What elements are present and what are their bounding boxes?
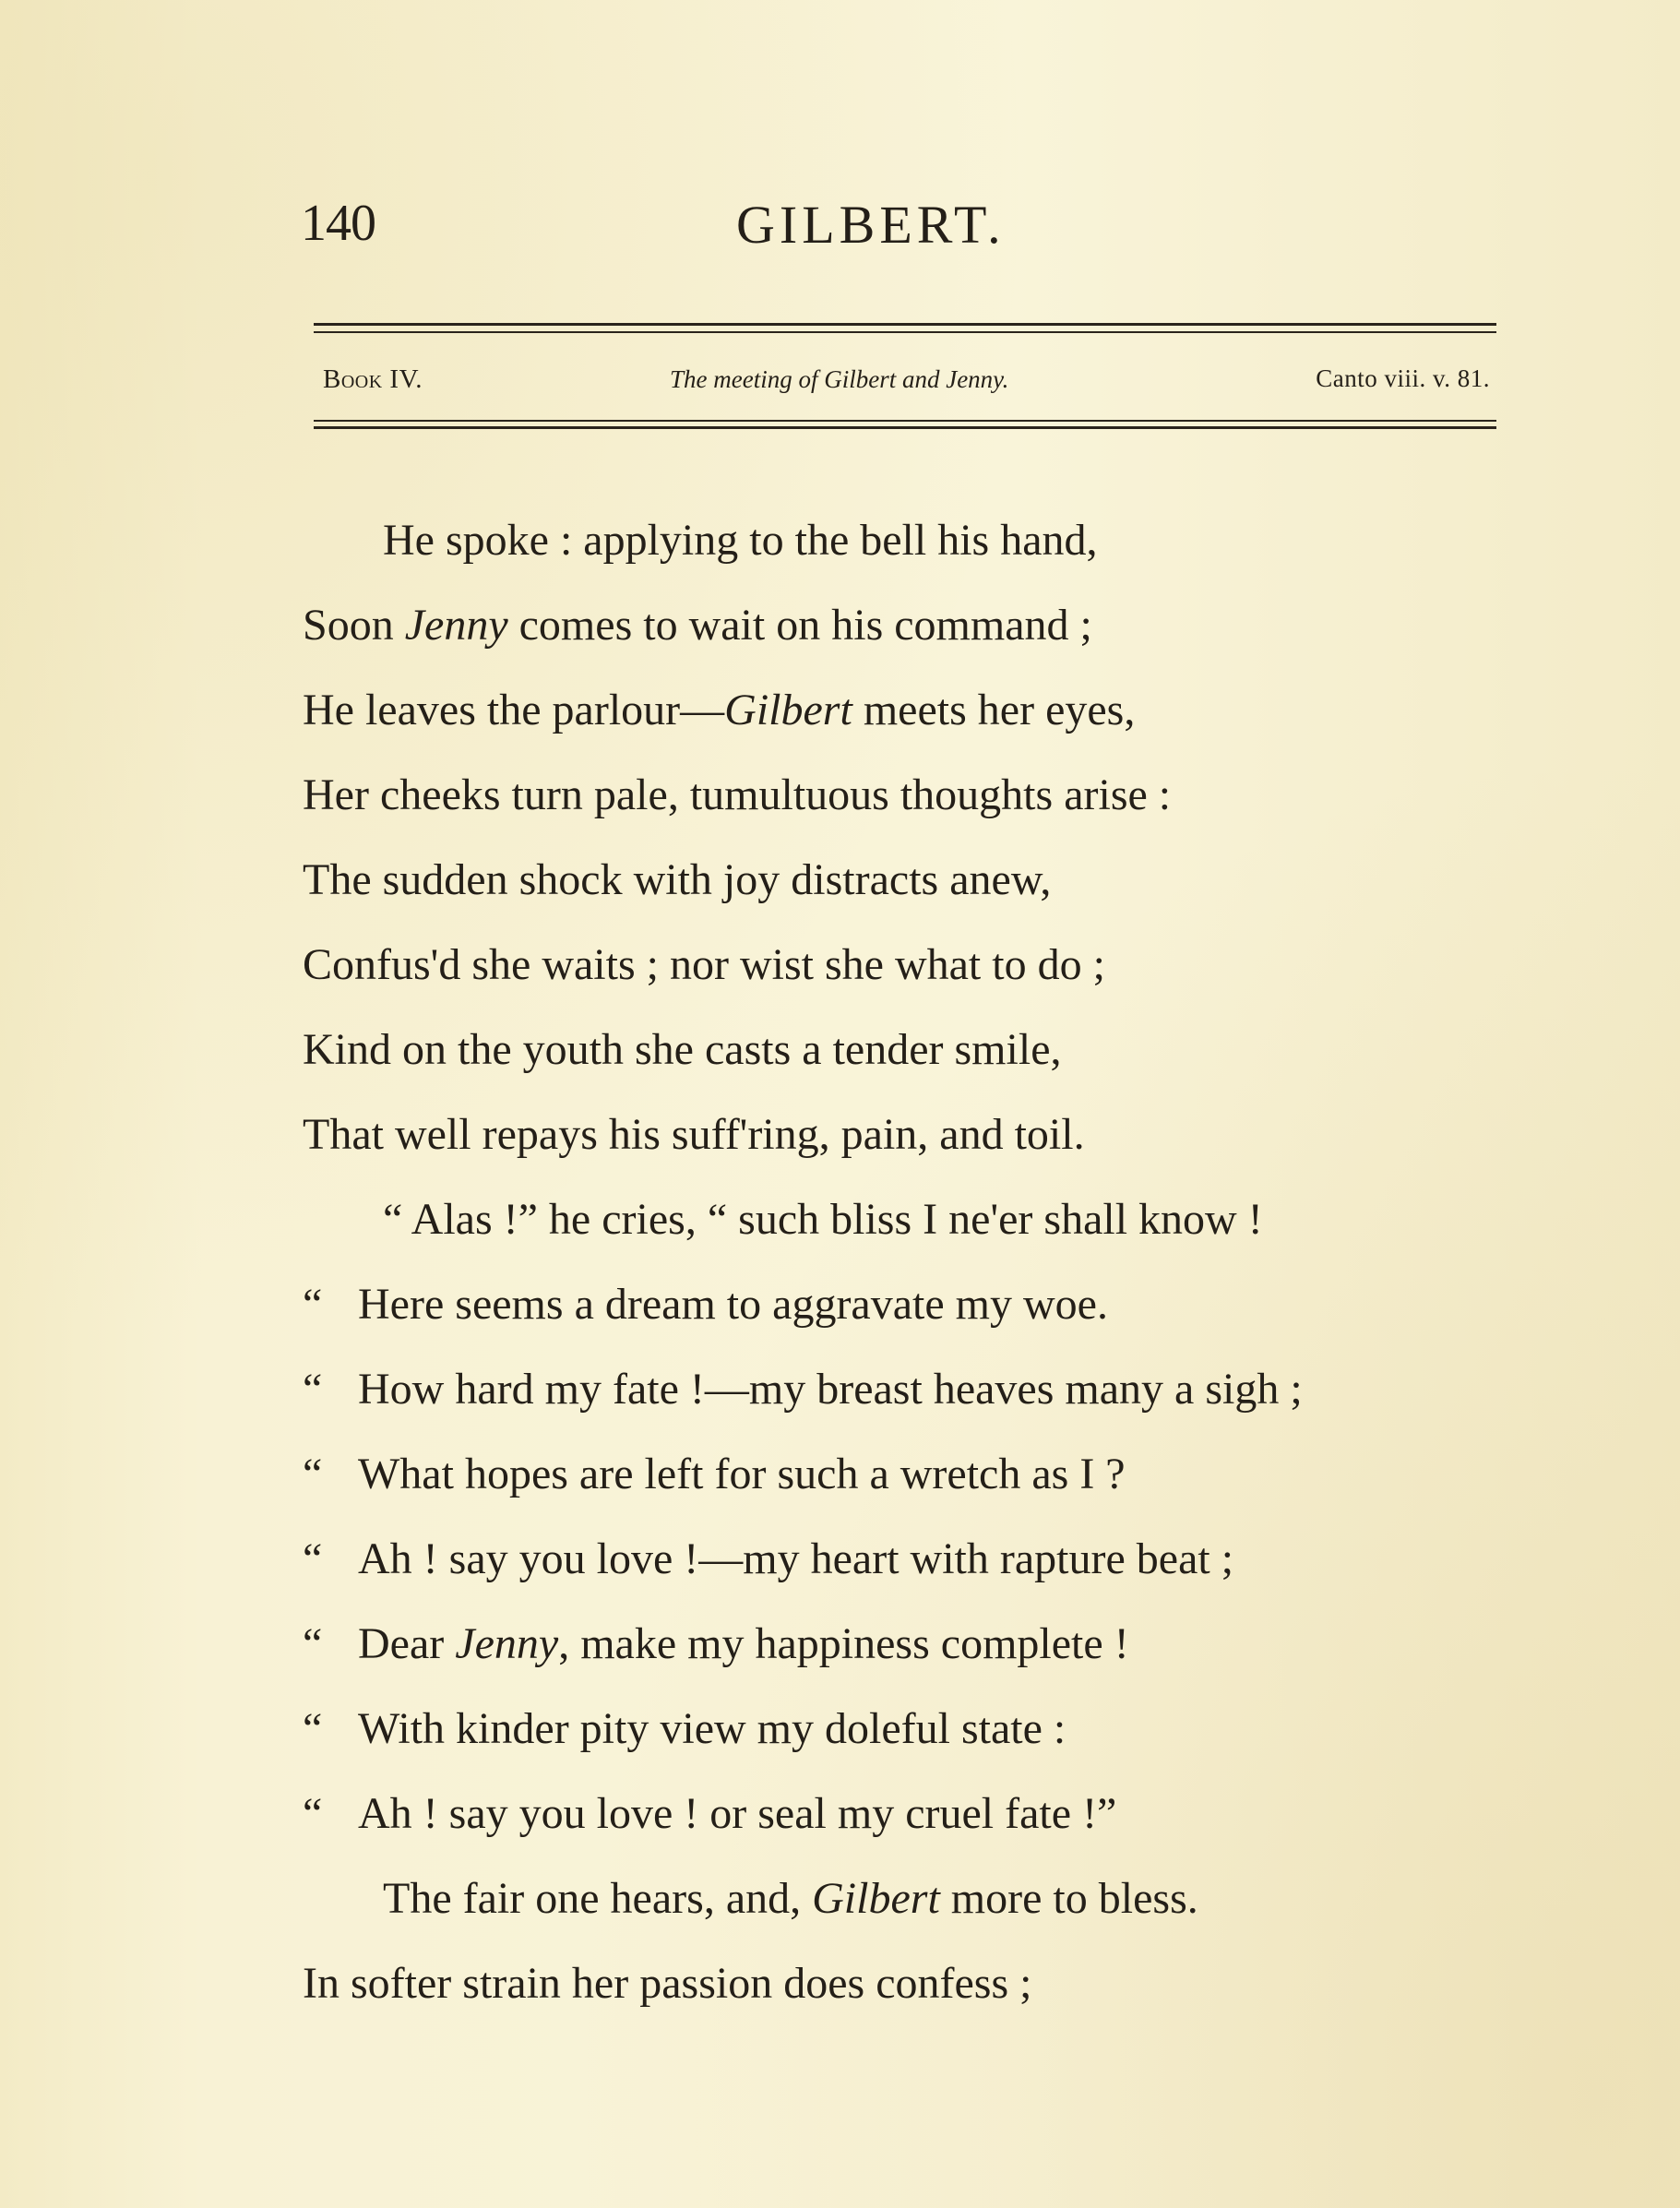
verse-line: The fair one hears, and, Gilbert more to bless. [383, 1874, 1198, 1923]
poem-text [303, 498, 1520, 2026]
open-quote: “ [303, 1534, 323, 1583]
section-headline [323, 364, 1490, 401]
verse-line: “ Alas !” he cries, “ such bliss I ne'er shall know ! [383, 1195, 1263, 1244]
verse-line: Soon Jenny comes to wait on his command ; [303, 601, 1092, 650]
verse-line: Confus'd she waits ; nor wist she what to do ; [303, 940, 1105, 989]
headline-canto: Canto viii. v. 81. [1316, 364, 1490, 392]
verse-line: “ What hopes are left for such a wretch as I ? [303, 1432, 1520, 1517]
verse-line: Her cheeks turn pale, tumultuous thoughts arise : [303, 770, 1172, 819]
open-quote: “ [303, 1619, 323, 1668]
open-quote: “ [303, 1365, 323, 1414]
open-quote: “ [303, 1450, 323, 1498]
verse-line: The sudden shock with joy distracts anew, [303, 855, 1052, 904]
verse-line: That well repays his suff'ring, pain, and toil. [303, 1110, 1085, 1159]
bottom-rule-thin [314, 420, 1496, 422]
verse-line: Kind on the youth she casts a tender smile, [303, 1025, 1062, 1074]
page-number: 140 [301, 195, 375, 252]
running-head [301, 194, 1039, 258]
book-title: GILBERT. [736, 195, 1006, 255]
open-quote: “ [303, 1704, 323, 1753]
verse-line: In softer strain her passion does confess ; [303, 1959, 1032, 2008]
headline-book: Book IV. [323, 364, 423, 394]
top-rule-thick [314, 323, 1496, 326]
top-rule-thin [314, 331, 1496, 333]
open-quote: “ [303, 1280, 323, 1329]
verse-line: “ Ah ! say you love ! or seal my cruel fate !” [303, 1772, 1520, 1856]
verse-line: “ Dear Jenny, make my happiness complete ! [303, 1602, 1520, 1687]
headline-section-title: The meeting of Gilbert and Jenny. [670, 365, 1009, 393]
verse-line: He leaves the parlour—Gilbert meets her eyes, [303, 686, 1136, 734]
verse-line: He spoke : applying to the bell his hand, [383, 516, 1098, 565]
verse-line: “ Here seems a dream to aggravate my woe. [303, 1262, 1520, 1347]
verse-line: “ Ah ! say you love !—my heart with rapture beat ; [303, 1517, 1520, 1602]
verse-line: “ How hard my fate !—my breast heaves many a sigh ; [303, 1347, 1520, 1432]
bottom-rule-thick [314, 426, 1496, 429]
verse-line: “ With kinder pity view my doleful state : [303, 1687, 1520, 1772]
open-quote: “ [303, 1789, 323, 1838]
